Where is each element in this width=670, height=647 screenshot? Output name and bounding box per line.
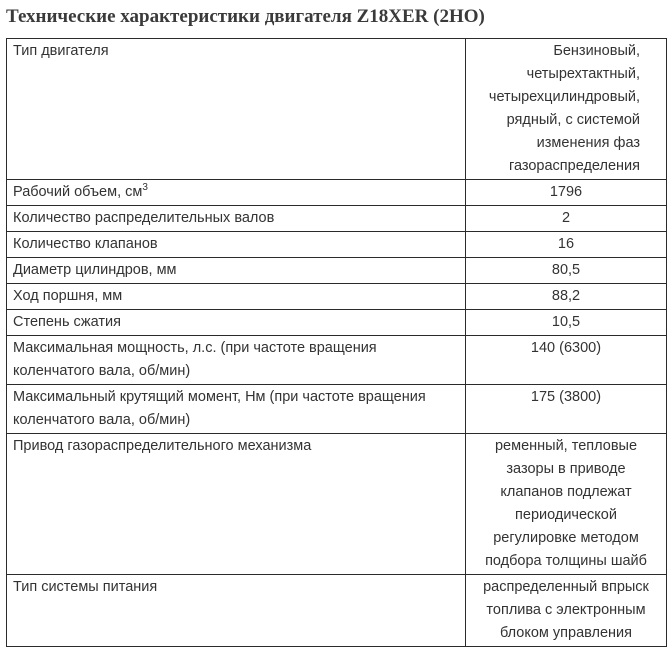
page-title: Технические характеристики двигателя Z18XER (2НО) (6, 6, 485, 27)
row-label: Количество распределительных валов (7, 206, 466, 232)
table-row (7, 336, 667, 385)
row-value: 175 (3800) (466, 385, 667, 434)
row-label: Привод газораспределительного механизма (7, 434, 466, 575)
table-row (7, 180, 667, 206)
superscript: 3 (142, 182, 148, 193)
table-row (7, 284, 667, 310)
row-value: 140 (6300) (466, 336, 667, 385)
table-row (7, 575, 667, 647)
table-row (7, 258, 667, 284)
row-label: Тип двигателя (7, 39, 466, 180)
row-value: 10,5 (466, 310, 667, 336)
table-row (7, 310, 667, 336)
row-value: 1796 (466, 180, 667, 206)
row-label: Степень сжатия (7, 310, 466, 336)
row-value: 80,5 (466, 258, 667, 284)
engine-specs-table (6, 38, 667, 647)
row-value: 2 (466, 206, 667, 232)
row-label: Ход поршня, мм (7, 284, 466, 310)
row-value: 16 (466, 232, 667, 258)
row-label: Количество клапанов (7, 232, 466, 258)
row-label: Тип системы питания (7, 575, 466, 647)
row-label: Рабочий объем, $см^3$ (7, 180, 466, 206)
row-value: распределенный впрыск топлива с электронным блоком управления (466, 575, 667, 647)
table-row (7, 434, 667, 575)
row-label: Максимальный крутящий момент, Нм (при частоте вращения коленчатого вала, об/мин) (7, 385, 466, 434)
row-label: Диаметр цилиндров, мм (7, 258, 466, 284)
row-label: Максимальная мощность, л.с. (при частоте вращения коленчатого вала, об/мин) (7, 336, 466, 385)
table-row (7, 232, 667, 258)
table-row (7, 385, 667, 434)
table-row (7, 39, 667, 180)
row-value: ременный, тепловые зазоры в приводе клапанов подлежат периодической регулировке методом подбора толщины шайб (466, 434, 667, 575)
row-value: Бензиновый, четырехтактный, четырехцилиндровый, рядный, с системой изменения фаз газораспределения (466, 39, 667, 180)
table-row (7, 206, 667, 232)
row-value: 88,2 (466, 284, 667, 310)
